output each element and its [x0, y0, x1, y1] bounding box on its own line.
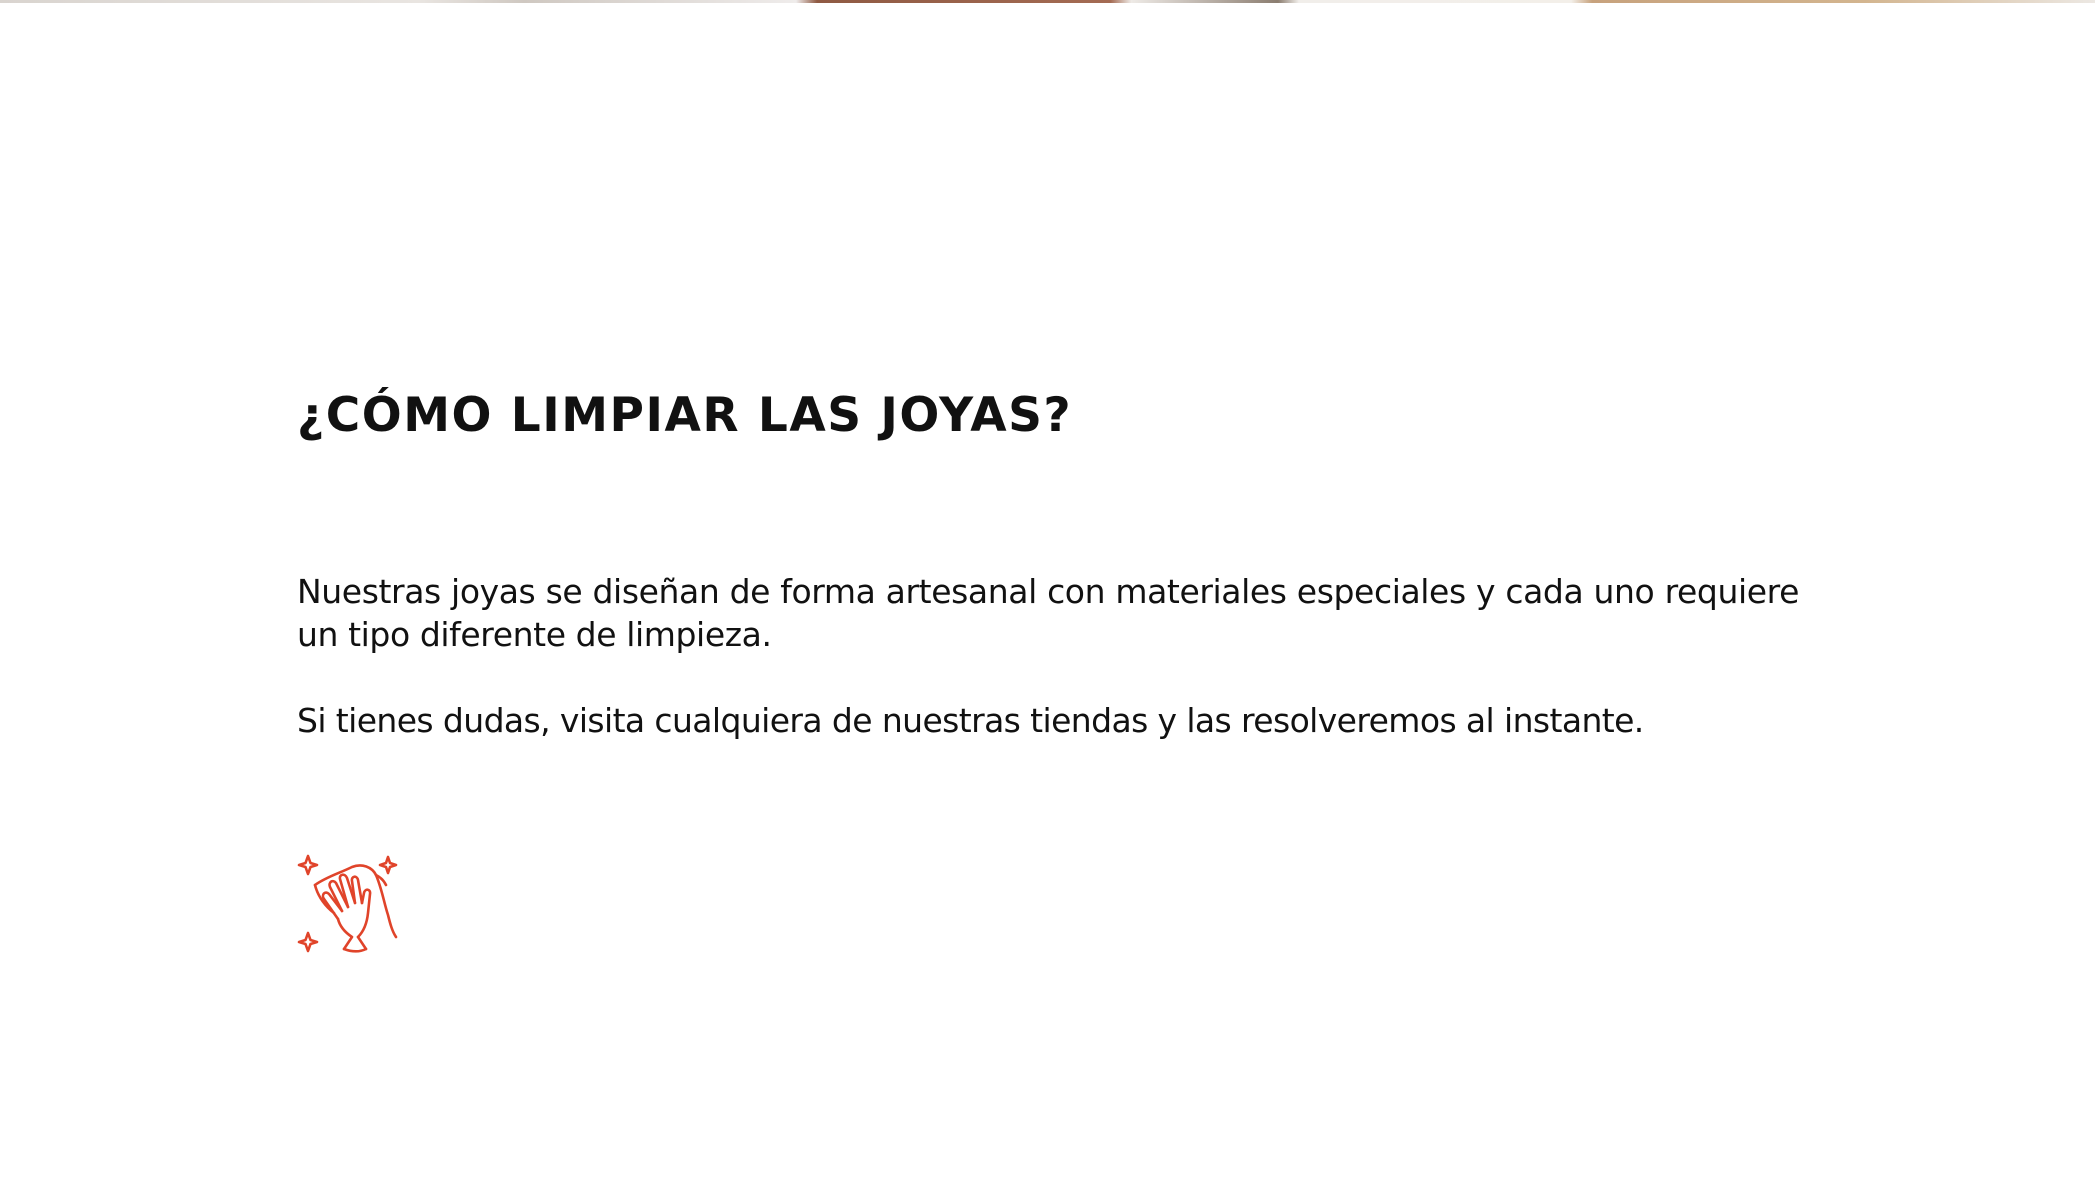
- cleaning-hand-cloth-icon: [296, 853, 400, 957]
- help-paragraph: Si tienes dudas, visita cualquiera de nuestras tiendas y las resolveremos al instante.: [297, 701, 1644, 740]
- top-image-strip: [0, 0, 2095, 3]
- page-title: ¿CÓMO LIMPIAR LAS JOYAS?: [297, 388, 1073, 443]
- intro-paragraph: Nuestras joyas se diseñan de forma artesanal con materiales especiales y cada uno requiere un tipo diferente de limpieza.: [297, 572, 1799, 654]
